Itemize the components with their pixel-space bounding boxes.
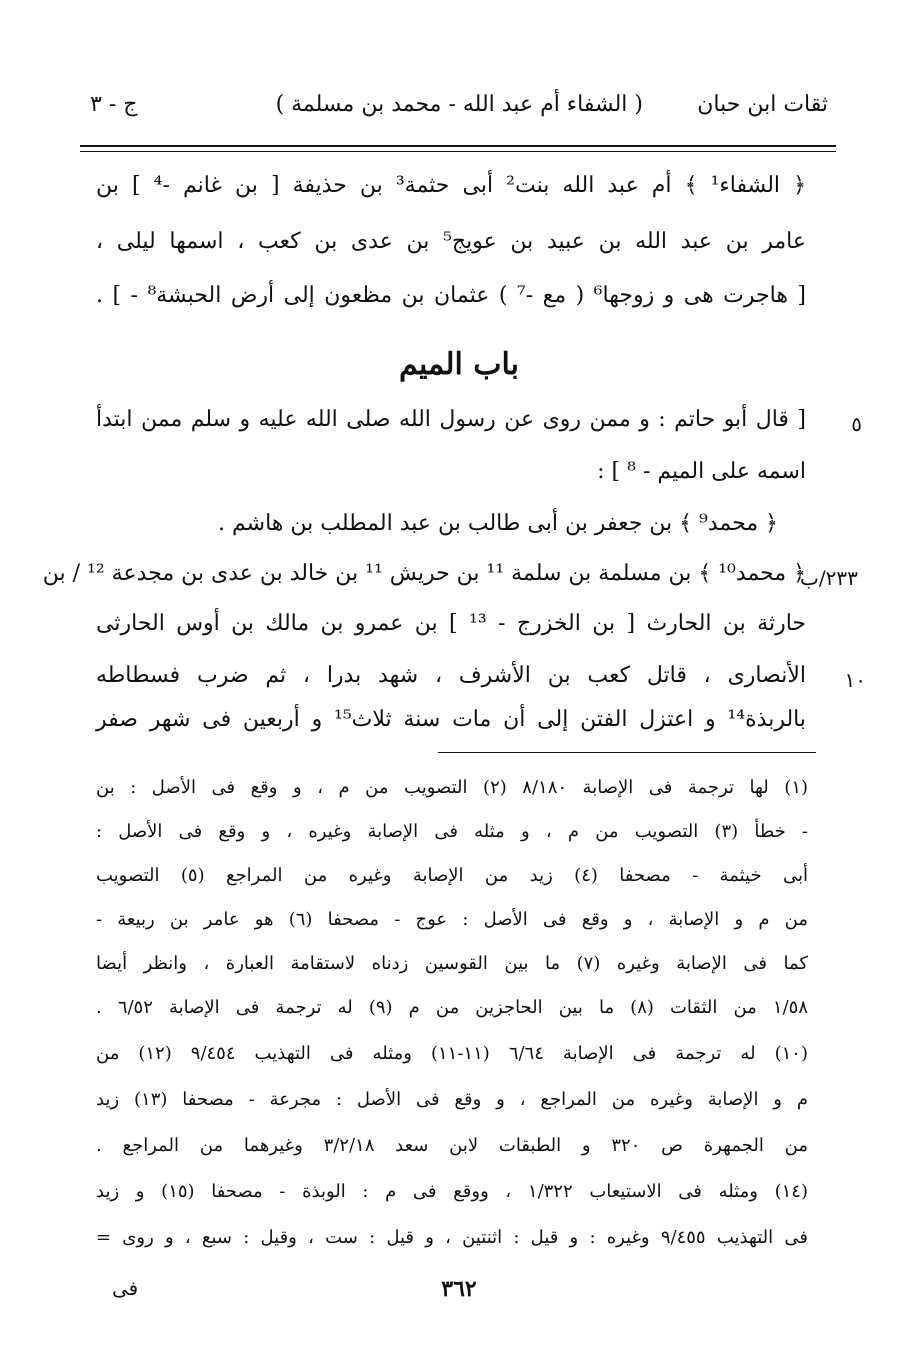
page-number: ٣٦٢ [441, 1276, 477, 1302]
footnote-line: (١٤) ومثله فى الاستيعاب ١/٣٢٢ ، ووقع فى م : الوبذة - مصحفا (١٥) و زيد [96, 1181, 808, 1202]
entry-range: ( الشفاء أم عبد الله - محمد بن مسلمة ) [275, 92, 643, 117]
catchword: فى [112, 1276, 139, 1300]
footnote-line: ١/٥٨ من الثقات (٨) ما بين الحاجزين من م (٩) له ترجمة فى الإصابة ٦/٥٢ . [96, 997, 808, 1018]
header-rule-thin [80, 151, 836, 152]
text-line: حارثة بن الحارث [ بن الخزرج - ¹³ ] بن عمرو بن مالك بن أوس الحارثى [96, 611, 807, 636]
line-number: ١٠ [844, 668, 866, 692]
header-rule-thick [80, 145, 836, 147]
text-line: [ قال أبو حاتم : و ممن روى عن رسول الله صلى الله عليه و سلم ممن ابتدأ [96, 407, 806, 432]
section-heading: باب الميم [398, 347, 519, 382]
text-line: ﴿ محمد⁹ ﴾ بن جعفر بن أبى طالب بن عبد المطلب بن هاشم . [218, 511, 778, 536]
text-line: [ هاجرت هى و زوجها⁶ ( مع -⁷ ) عثمان بن مظعون إلى أرض الحبشة⁸ - ] . [96, 283, 806, 308]
footnote-line: - خطأ (٣) التصويب من م ، و مثله فى الإصابة وغيره ، و وقع فى الأصل : [96, 821, 808, 842]
text-line: عامر بن عبد الله بن عبيد بن عويج⁵ بن عدى بن كعب ، اسمها ليلى ، [96, 229, 807, 254]
footnote-line: (١) لها ترجمة فى الإصابة ٨/١٨٠ (٢) التصويب من م ، و وقع فى الأصل : بن [96, 777, 809, 798]
running-header [90, 92, 828, 128]
footnote-line: م و الإصابة وغيره من المراجع ، و وقع فى الأصل : مجرعة - مصحفا (١٣) زيد [96, 1089, 808, 1110]
volume-label: ج - ٣ [90, 92, 138, 117]
book-title: ثقات ابن حبان [697, 92, 828, 117]
footnote-line: من م و الإصابة ، و وقع فى الأصل : عوج - مصحفا (٦) هو عامر بن ربيعة - [96, 909, 809, 930]
text-line: ﴿ الشفاء¹ ﴾ أم عبد الله بنت² أبى حثمة³ بن حذيفة [ بن غانم -⁴ ] بن [96, 173, 806, 198]
footnote-rule [438, 752, 816, 753]
footnote-line: كما فى الإصابة وغيره (٧) ما بين القوسين زدناه لاستقامة العبارة ، وانظر أيضا [96, 953, 808, 974]
footnote-line: من الجمهرة ص ٣٢٠ و الطبقات لابن سعد ٣/٢/١٨ وغيرهما من المراجع . [96, 1135, 808, 1156]
text-line: بالربذة¹⁴ و اعتزل الفتن إلى أن مات سنة ثلاث¹⁵ و أربعين فى شهر صفر [96, 707, 806, 732]
text-line: ﴿ محمد¹⁰ ﴾ بن مسلمة بن سلمة ¹¹ بن حريش ¹¹ بن خالد بن عدى بن مجدعة ¹² / بن [42, 561, 806, 586]
text-line: اسمه على الميم - ⁸ ] : [597, 459, 806, 484]
footnote-line: أبى خيثمة - مصحفا (٤) زيد من الإصابة وغيره من المراجع (٥) التصويب [96, 865, 808, 886]
footnote-line: فى التهذيب ٩/٤٥٥ وغيره : و قيل : اثنتين ، و قيل : ست ، وقيل : سبع ، و روى = [96, 1227, 808, 1248]
folio-reference: ٢٣٣/ب [800, 566, 858, 590]
line-number: ٥ [851, 412, 862, 436]
footnote-line: (١٠) له ترجمة فى الإصابة ٦/٦٤ (١١-١١) ومثله فى التهذيب ٩/٤٥٤ (١٢) من [96, 1043, 808, 1064]
text-line: الأنصارى ، قاتل كعب بن الأشرف ، شهد بدرا ، ثم ضرب فسطاطه [96, 663, 806, 688]
